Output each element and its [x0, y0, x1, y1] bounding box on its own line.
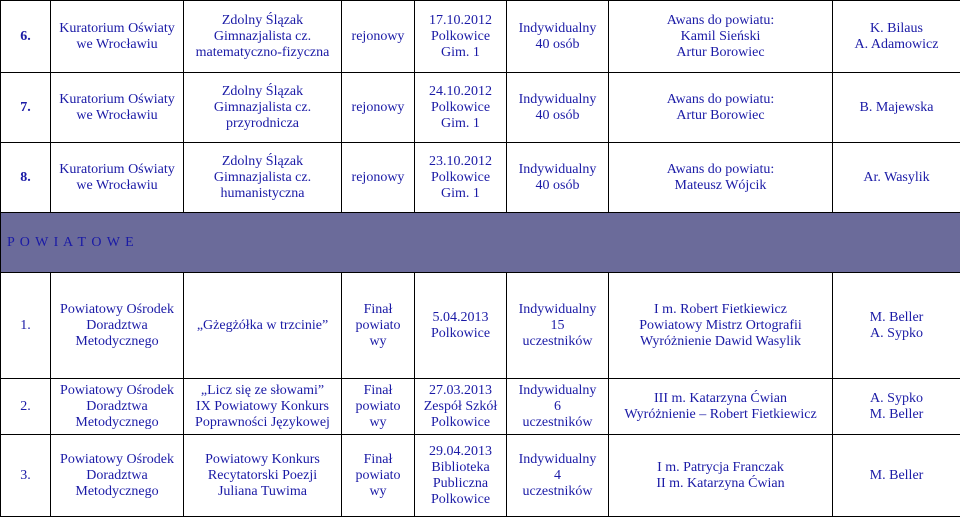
type-cell: Indywidualny 15 uczestników: [507, 273, 609, 379]
date-place-cell: 5.04.2013 Polkowice: [415, 273, 507, 379]
table-row: [1, 379, 960, 435]
level-cell: rejonowy: [342, 1, 415, 73]
level-cell: rejonowy: [342, 73, 415, 143]
organizer-cell: Powiatowy Ośrodek Doradztwa Metodycznego: [51, 273, 184, 379]
result-cell: Awans do powiatu: Mateusz Wójcik: [609, 143, 833, 213]
level-cell: Finał powiato wy: [342, 273, 415, 379]
date-place-cell: 29.04.2013 Biblioteka Publiczna Polkowice: [415, 435, 507, 517]
organizer-cell: Powiatowy Ośrodek Doradztwa Metodycznego: [51, 435, 184, 517]
section-title: P O W I A T O W E: [1, 213, 960, 273]
row-number: 3.: [1, 435, 51, 517]
table-row: [1, 435, 960, 517]
competition-name-cell: „Licz się ze słowami” IX Powiatowy Konkurs Poprawności Językowej: [184, 379, 342, 435]
type-cell: Indywidualny 40 osób: [507, 143, 609, 213]
organizer-cell: Kuratorium Oświaty we Wrocławiu: [51, 73, 184, 143]
result-cell: Awans do powiatu: Artur Borowiec: [609, 73, 833, 143]
row-number: 1.: [1, 273, 51, 379]
teacher-cell: Ar. Wasylik: [833, 143, 960, 213]
type-cell: Indywidualny 4 uczestników: [507, 435, 609, 517]
organizer-cell: Powiatowy Ośrodek Doradztwa Metodycznego: [51, 379, 184, 435]
competition-name-cell: Zdolny Ślązak Gimnazjalista cz. matematyczno-fizyczna: [184, 1, 342, 73]
result-cell: I m. Robert Fietkiewicz Powiatowy Mistrz Ortografii Wyróżnienie Dawid Wasylik: [609, 273, 833, 379]
level-cell: rejonowy: [342, 143, 415, 213]
competition-name-cell: Zdolny Ślązak Gimnazjalista cz. humanistyczna: [184, 143, 342, 213]
row-number: 6.: [1, 1, 51, 73]
level-cell: Finał powiato wy: [342, 435, 415, 517]
competition-name-cell: „Gżegżółka w trzcinie”: [184, 273, 342, 379]
teacher-cell: A. Sypko M. Beller: [833, 379, 960, 435]
section-header-row: [1, 213, 960, 273]
result-cell: III m. Katarzyna Ćwian Wyróżnienie – Robert Fietkiewicz: [609, 379, 833, 435]
row-number: 2.: [1, 379, 51, 435]
type-cell: Indywidualny 6 uczestników: [507, 379, 609, 435]
teacher-cell: M. Beller: [833, 435, 960, 517]
competition-name-cell: Powiatowy Konkurs Recytatorski Poezji Juliana Tuwima: [184, 435, 342, 517]
organizer-cell: Kuratorium Oświaty we Wrocławiu: [51, 143, 184, 213]
competition-name-cell: Zdolny Ślązak Gimnazjalista cz. przyrodnicza: [184, 73, 342, 143]
date-place-cell: 17.10.2012 Polkowice Gim. 1: [415, 1, 507, 73]
date-place-cell: 24.10.2012 Polkowice Gim. 1: [415, 73, 507, 143]
result-cell: Awans do powiatu: Kamil Sieński Artur Borowiec: [609, 1, 833, 73]
result-cell: I m. Patrycja Franczak II m. Katarzyna Ćwian: [609, 435, 833, 517]
type-cell: Indywidualny 40 osób: [507, 73, 609, 143]
row-number: 7.: [1, 73, 51, 143]
row-number: 8.: [1, 143, 51, 213]
organizer-cell: Kuratorium Oświaty we Wrocławiu: [51, 1, 184, 73]
table-row: [1, 1, 960, 73]
table-row: [1, 273, 960, 379]
table-row: [1, 73, 960, 143]
date-place-cell: 23.10.2012 Polkowice Gim. 1: [415, 143, 507, 213]
date-place-cell: 27.03.2013 Zespół Szkół Polkowice: [415, 379, 507, 435]
level-cell: Finał powiato wy: [342, 379, 415, 435]
type-cell: Indywidualny 40 osób: [507, 1, 609, 73]
teacher-cell: K. Bilaus A. Adamowicz: [833, 1, 960, 73]
teacher-cell: M. Beller A. Sypko: [833, 273, 960, 379]
teacher-cell: B. Majewska: [833, 73, 960, 143]
table-row: [1, 143, 960, 213]
